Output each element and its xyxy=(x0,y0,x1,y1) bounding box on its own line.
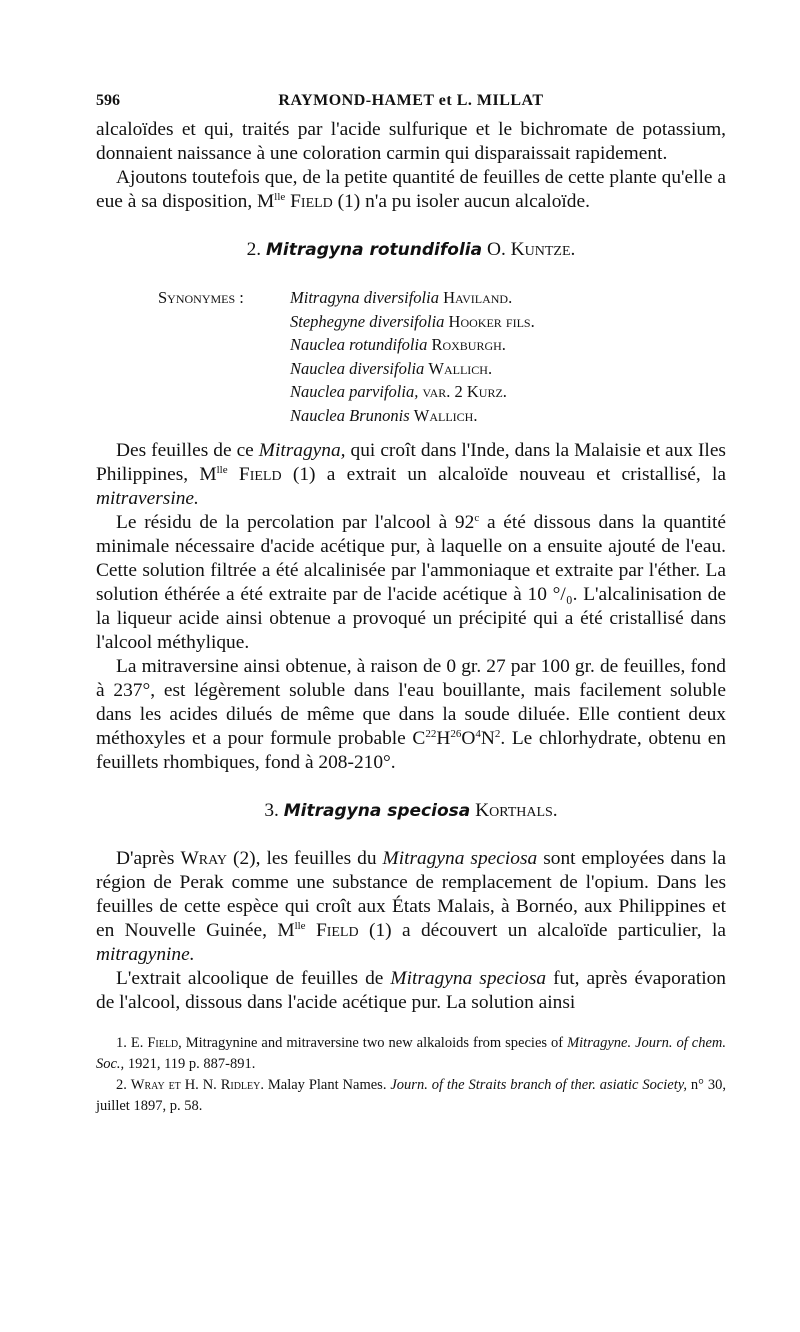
section-heading-3: 3. Mitragyna speciosa Korthals. xyxy=(264,800,558,821)
paragraph-5: La mitraversine ainsi obtenue, à raison de 0 gr. 27 par 100 gr. de feuilles, fond à 237°, est légèrement soluble dans l'eau bouillante, mais facilement soluble dans les acides dilués de même que dans la soude diluée. Elle contient deux méthoxyles et a pour formule probable $C^{22}H^{26}O^4N^2$. Le chlorhydrate, obtenu en feuillets rhombiques, fond à 208-210°. xyxy=(96,656,726,773)
synonym-list xyxy=(158,286,726,427)
running-title: RAYMOND-HAMET et L. MILLAT xyxy=(278,92,544,109)
synonym-item: Nauclea parvifolia, var. 2 Kurz. xyxy=(290,382,507,401)
paragraph-3: Des feuilles de ce Mitragyna, qui croît dans l'Inde, dans la Malaisie et aux Iles Philippines, $M^{lle}$ Field (1) a extrait un alcaloïde nouveau et cristallisé, la mitraversine. xyxy=(96,440,726,509)
page xyxy=(96,88,726,1117)
synonym-item: Nauclea rotundifolia Roxburgh. xyxy=(290,335,506,354)
synonym-item: Nauclea Brunonis Wallich. xyxy=(290,405,478,425)
page-number: 596 xyxy=(96,92,120,109)
footnote-2: 2. Wray et H. N. Ridley. Malay Plant Names. Journ. of the Straits branch of ther. asiatic Society, n° 30, juillet 1897, p. 58. xyxy=(96,1077,727,1114)
paragraph-7: L'extrait alcoolique de feuilles de Mitragyna speciosa fut, après évaporation de l'alcool, dissous dans l'acide acétique pur. La solution ainsi xyxy=(96,968,726,1013)
paragraph-1: alcaloïdes et qui, traités par l'acide sulfurique et le bichromate de potassium, donnaient naissance à une coloration carmin qui disparaissait rapidement. xyxy=(96,119,726,164)
running-head xyxy=(96,88,726,118)
paragraph-4: Le résidu de la percolation par l'alcool à 92$^c$ a été dissous dans la quantité minimale nécessaire d'acide acétique pur, à laquelle on a ensuite ajouté de l'eau. Cette solution filtrée a été alcalinisée par l'ammoniaque et extraite par l'éther. La solution éthérée a été extraite par de l'acide acétique à 10 °/₀. L'alcalinisation de la liqueur acide ainsi obtenue a provoqué un précipité qui a été cristallisé dans l'alcool méthylique. xyxy=(96,512,726,653)
footnote-1: 1. E. Field, Mitragynine and mitraversine two new alkaloids from species of Mitragyne. Journ. of chem. Soc., 1921, 119 p. 887-891. xyxy=(96,1035,726,1072)
section-heading-2: 2. Mitragyna rotundifolia O. Kuntze. xyxy=(246,239,576,260)
synonym-item: Synonymes : Mitragyna diversifolia Haviland. xyxy=(158,286,726,310)
synonym-item: Nauclea diversifolia Wallich. xyxy=(290,358,493,378)
footnotes xyxy=(96,1033,726,1117)
synonyms-label: Synonymes : xyxy=(158,288,244,307)
paragraph-6: D'après Wray (2), les feuilles du Mitragyna speciosa sont employées dans la région de Perak comme une substance de remplacement de l'opium. Dans les feuilles de cette espèce qui croît aux États Malais, à Bornéo, aux Philippines et en Nouvelle Guinée, $M^{lle}$ Field (1) a découvert un alcaloïde particulier, la mitragynine. xyxy=(96,848,727,965)
synonym-item: Stephegyne diversifolia Hooker fils. xyxy=(290,311,535,331)
paragraph-2: Ajoutons toutefois que, de la petite quantité de feuilles de cette plante qu'elle a eue à sa disposition, $M^{lle}$ Field (1) n'a pu isoler aucun alcaloïde. xyxy=(96,167,726,212)
